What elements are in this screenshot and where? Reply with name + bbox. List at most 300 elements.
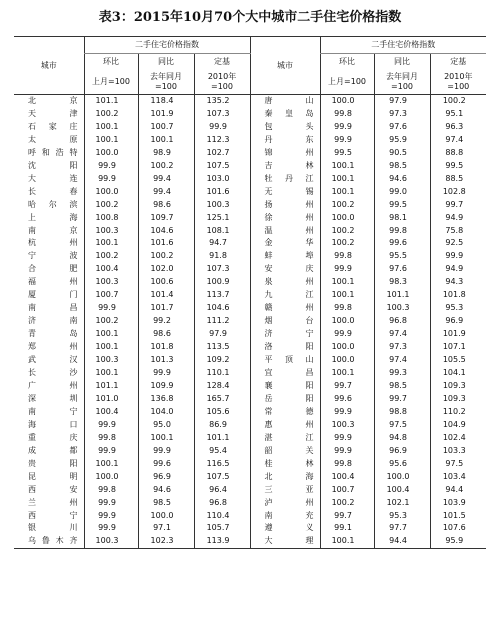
base-subheader [194, 70, 250, 95]
base-cell: 99.7 [430, 199, 486, 212]
table-row [14, 302, 486, 315]
base-subheader-line1: 2010年 [444, 72, 473, 81]
yoy-cell: 94.6 [374, 173, 430, 186]
base-cell: 105.6 [194, 406, 250, 419]
yoy-cell: 100.0 [374, 471, 430, 484]
base-cell: 103.9 [430, 497, 486, 510]
base-cell: 92.5 [430, 237, 486, 250]
mom-cell: 99.9 [84, 510, 138, 523]
mom-cell: 99.9 [84, 173, 138, 186]
yoy-cell: 100.3 [374, 302, 430, 315]
city-cell: 金 华 [250, 237, 320, 250]
city-cell: 秦皇岛 [250, 108, 320, 121]
mom-cell: 100.0 [320, 341, 374, 354]
base-cell: 107.3 [194, 108, 250, 121]
yoy-cell: 97.9 [374, 95, 430, 108]
yoy-cell: 100.1 [138, 432, 194, 445]
yoy-cell: 96.9 [374, 445, 430, 458]
mom-cell: 100.1 [320, 289, 374, 302]
table-row [14, 186, 486, 199]
table-row [14, 393, 486, 406]
base-cell: 94.9 [430, 212, 486, 225]
table-row [14, 121, 486, 134]
base-cell: 99.5 [430, 160, 486, 173]
yoy-subheader [138, 70, 194, 95]
mom-cell: 100.0 [84, 147, 138, 160]
table-row [14, 250, 486, 263]
table-row [14, 341, 486, 354]
mom-cell: 99.9 [320, 406, 374, 419]
city-cell: 宁 波 [28, 251, 78, 261]
table-row [14, 380, 486, 393]
mom-cell: 100.1 [84, 328, 138, 341]
base-subheader [430, 70, 486, 95]
city-cell: 南 昌 [28, 303, 78, 313]
mom-cell: 99.7 [320, 380, 374, 393]
mom-cell: 100.2 [320, 225, 374, 238]
table-row [14, 406, 486, 419]
base-cell: 94.9 [430, 263, 486, 276]
city-cell: 长 春 [28, 186, 78, 196]
yoy-header: 同比 [138, 54, 194, 71]
city-cell: 九 江 [250, 289, 320, 302]
base-cell: 96.8 [194, 497, 250, 510]
base-cell: 94.7 [194, 237, 250, 250]
table-row [14, 289, 486, 302]
yoy-cell: 90.5 [374, 147, 430, 160]
yoy-cell: 98.9 [138, 147, 194, 160]
mom-subheader: 上月=100 [84, 70, 138, 95]
mom-cell: 100.1 [84, 121, 138, 134]
table-row [14, 367, 486, 380]
city-cell: 洛 阳 [250, 341, 320, 354]
yoy-cell: 104.6 [138, 225, 194, 238]
yoy-cell: 100.7 [138, 121, 194, 134]
city-cell: 平顶山 [250, 354, 320, 367]
city-cell: 湛 江 [250, 432, 320, 445]
table-row [14, 276, 486, 289]
yoy-cell: 97.6 [374, 121, 430, 134]
yoy-cell: 95.0 [138, 419, 194, 432]
base-subheader-line1: 2010年 [207, 72, 237, 81]
yoy-cell: 95.9 [374, 134, 430, 147]
mom-cell: 99.6 [320, 393, 374, 406]
mom-cell: 100.7 [320, 484, 374, 497]
yoy-cell: 98.1 [374, 212, 430, 225]
city-cell: 合 肥 [28, 264, 78, 274]
table-row [14, 212, 486, 225]
base-cell: 96.4 [194, 484, 250, 497]
base-cell: 135.2 [194, 95, 250, 108]
city-cell: 福 州 [28, 277, 78, 287]
base-cell: 103.0 [194, 173, 250, 186]
city-cell: 广 州 [28, 380, 78, 390]
base-cell: 111.2 [194, 315, 250, 328]
table-row [14, 419, 486, 432]
yoy-cell: 97.6 [374, 263, 430, 276]
mom-cell: 99.9 [84, 522, 138, 535]
mom-subheader: 上月=100 [320, 70, 374, 95]
city-cell: 大 理 [250, 535, 320, 548]
mom-cell: 99.9 [84, 497, 138, 510]
yoy-cell: 100.2 [138, 160, 194, 173]
city-cell: 锦 州 [250, 147, 320, 160]
base-cell: 103.3 [430, 445, 486, 458]
base-cell: 109.2 [194, 354, 250, 367]
city-cell: 沈 阳 [28, 160, 78, 170]
base-cell: 75.8 [430, 225, 486, 238]
table-row [14, 458, 486, 471]
yoy-cell: 102.3 [138, 535, 194, 548]
yoy-header: 同比 [374, 54, 430, 71]
city-cell: 宜 昌 [250, 367, 320, 380]
table-row [14, 432, 486, 445]
mom-cell: 100.2 [84, 315, 138, 328]
city-cell: 常 德 [250, 406, 320, 419]
mom-header: 环比 [84, 54, 138, 71]
mom-cell: 100.0 [84, 186, 138, 199]
mom-cell: 100.2 [84, 199, 138, 212]
mom-cell: 99.8 [84, 432, 138, 445]
mom-cell: 99.9 [320, 432, 374, 445]
mom-cell: 99.5 [320, 147, 374, 160]
base-cell: 113.7 [194, 289, 250, 302]
base-cell: 107.5 [194, 160, 250, 173]
mom-cell: 99.8 [320, 250, 374, 263]
table-row [14, 108, 486, 121]
yoy-cell: 98.5 [374, 380, 430, 393]
mom-cell: 99.8 [320, 302, 374, 315]
city-cell: 遵 义 [250, 522, 320, 535]
base-cell: 107.1 [430, 341, 486, 354]
mom-cell: 99.8 [84, 484, 138, 497]
base-cell: 109.3 [430, 393, 486, 406]
yoy-cell: 99.4 [138, 173, 194, 186]
yoy-cell: 99.3 [374, 367, 430, 380]
city-cell: 哈尔滨 [28, 199, 78, 209]
yoy-cell: 100.0 [138, 510, 194, 523]
city-cell: 银 川 [28, 523, 78, 533]
yoy-cell: 109.7 [138, 212, 194, 225]
city-cell: 乌鲁木齐 [14, 535, 84, 548]
table-row [14, 497, 486, 510]
city-cell: 温 州 [250, 225, 320, 238]
table-header [14, 37, 486, 95]
base-cell: 91.8 [194, 250, 250, 263]
yoy-subheader-line2: =100 [155, 82, 177, 91]
mom-cell: 99.9 [320, 263, 374, 276]
city-cell: 丹 东 [250, 134, 320, 147]
base-cell: 101.9 [430, 328, 486, 341]
yoy-cell: 95.6 [374, 458, 430, 471]
city-cell: 天 津 [28, 108, 78, 118]
base-cell: 100.3 [194, 199, 250, 212]
city-cell: 岳 阳 [250, 393, 320, 406]
yoy-cell: 109.9 [138, 380, 194, 393]
group-header-left: 二手住宅价格指数 [84, 37, 250, 54]
base-cell: 101.8 [430, 289, 486, 302]
mom-cell: 100.1 [320, 276, 374, 289]
mom-cell: 100.4 [320, 471, 374, 484]
yoy-cell: 94.4 [374, 535, 430, 548]
yoy-cell: 95.5 [374, 250, 430, 263]
table-row [14, 315, 486, 328]
mom-cell: 100.4 [84, 263, 138, 276]
city-header-left: 城市 [40, 60, 57, 70]
yoy-cell: 101.7 [138, 302, 194, 315]
mom-cell: 100.2 [84, 108, 138, 121]
mom-cell: 100.0 [320, 315, 374, 328]
table-row [14, 225, 486, 238]
yoy-cell: 97.3 [374, 108, 430, 121]
city-cell: 泉 州 [250, 276, 320, 289]
city-cell: 泸 州 [250, 497, 320, 510]
base-cell: 104.1 [430, 367, 486, 380]
mom-cell: 100.1 [84, 134, 138, 147]
mom-cell: 100.2 [320, 237, 374, 250]
mom-cell: 101.1 [84, 95, 138, 108]
base-cell: 88.8 [430, 147, 486, 160]
yoy-cell: 94.6 [138, 484, 194, 497]
city-cell: 郑 州 [28, 342, 78, 352]
yoy-cell: 99.8 [374, 225, 430, 238]
yoy-cell: 97.7 [374, 522, 430, 535]
yoy-cell: 99.6 [374, 237, 430, 250]
city-cell: 长 沙 [28, 368, 78, 378]
yoy-cell: 97.4 [374, 328, 430, 341]
table-row [14, 173, 486, 186]
yoy-cell: 101.1 [374, 289, 430, 302]
mom-cell: 100.0 [320, 212, 374, 225]
yoy-cell: 100.1 [138, 134, 194, 147]
city-cell: 厦 门 [28, 290, 78, 300]
yoy-cell: 98.6 [138, 328, 194, 341]
yoy-cell: 99.6 [138, 458, 194, 471]
city-cell: 太 原 [28, 134, 78, 144]
base-cell: 101.5 [430, 510, 486, 523]
yoy-cell: 95.3 [374, 510, 430, 523]
yoy-cell: 136.8 [138, 393, 194, 406]
yoy-cell: 99.9 [138, 367, 194, 380]
yoy-cell: 102.1 [374, 497, 430, 510]
yoy-cell: 97.5 [374, 419, 430, 432]
city-cell: 南 宁 [28, 406, 78, 416]
yoy-cell: 99.9 [138, 445, 194, 458]
city-cell: 西 宁 [28, 510, 78, 520]
mom-cell: 99.1 [320, 522, 374, 535]
base-cell: 99.9 [430, 250, 486, 263]
yoy-cell: 100.2 [138, 250, 194, 263]
yoy-cell: 94.8 [374, 432, 430, 445]
city-cell: 呼和浩特 [28, 147, 78, 157]
base-cell: 103.4 [430, 471, 486, 484]
mom-cell: 99.9 [320, 134, 374, 147]
mom-cell: 100.1 [320, 173, 374, 186]
mom-cell: 99.7 [320, 510, 374, 523]
yoy-cell: 98.8 [374, 406, 430, 419]
yoy-cell: 98.5 [374, 160, 430, 173]
mom-cell: 99.9 [84, 160, 138, 173]
base-cell: 112.3 [194, 134, 250, 147]
mom-cell: 100.3 [84, 225, 138, 238]
mom-cell: 100.1 [84, 237, 138, 250]
base-cell: 109.3 [430, 380, 486, 393]
city-cell: 北 京 [28, 96, 78, 105]
yoy-cell: 102.0 [138, 263, 194, 276]
base-cell: 94.4 [430, 484, 486, 497]
group-header-right: 二手住宅价格指数 [320, 37, 486, 54]
base-cell: 95.1 [430, 108, 486, 121]
city-cell: 西 安 [28, 484, 78, 494]
city-cell: 青 岛 [28, 329, 78, 339]
yoy-cell: 97.1 [138, 522, 194, 535]
city-cell: 南 充 [250, 510, 320, 523]
base-cell: 97.9 [194, 328, 250, 341]
table-body [14, 95, 486, 549]
base-cell: 104.9 [430, 419, 486, 432]
base-header: 定基 [194, 54, 250, 71]
table-row [14, 160, 486, 173]
mom-cell: 100.2 [320, 199, 374, 212]
city-cell: 无 锡 [250, 186, 320, 199]
city-cell: 深 圳 [28, 393, 78, 403]
base-cell: 94.3 [430, 276, 486, 289]
yoy-cell: 100.6 [138, 276, 194, 289]
yoy-cell: 101.4 [138, 289, 194, 302]
table-row [14, 522, 486, 535]
mom-cell: 100.3 [84, 354, 138, 367]
city-cell: 牡丹江 [250, 173, 320, 186]
mom-cell: 100.1 [320, 160, 374, 173]
base-cell: 113.9 [194, 535, 250, 548]
yoy-cell: 101.8 [138, 341, 194, 354]
table-row [14, 237, 486, 250]
yoy-subheader [374, 70, 430, 95]
base-cell: 100.9 [194, 276, 250, 289]
yoy-cell: 99.5 [374, 199, 430, 212]
base-cell: 165.7 [194, 393, 250, 406]
city-cell: 北 海 [250, 471, 320, 484]
base-cell: 101.1 [194, 432, 250, 445]
city-cell: 桂 林 [250, 458, 320, 471]
base-cell: 97.4 [430, 134, 486, 147]
base-cell: 97.5 [430, 458, 486, 471]
base-cell: 128.4 [194, 380, 250, 393]
table-row [14, 471, 486, 484]
mom-cell: 100.1 [320, 186, 374, 199]
price-index-table [14, 36, 486, 549]
mom-cell: 100.0 [320, 95, 374, 108]
mom-cell: 99.9 [320, 328, 374, 341]
table-row [14, 328, 486, 341]
city-cell: 济 宁 [250, 328, 320, 341]
mom-cell: 100.0 [320, 354, 374, 367]
mom-cell: 99.9 [84, 419, 138, 432]
yoy-cell: 99.4 [138, 186, 194, 199]
city-cell: 三 亚 [250, 484, 320, 497]
yoy-cell: 96.9 [138, 471, 194, 484]
table-row [14, 535, 486, 548]
yoy-cell: 99.2 [138, 315, 194, 328]
yoy-cell: 100.4 [374, 484, 430, 497]
yoy-cell: 98.6 [138, 199, 194, 212]
table-row [14, 147, 486, 160]
yoy-cell: 101.6 [138, 237, 194, 250]
mom-cell: 100.2 [320, 497, 374, 510]
yoy-cell: 99.0 [374, 186, 430, 199]
table-row [14, 263, 486, 276]
city-cell: 南 京 [28, 225, 78, 235]
base-cell: 88.5 [430, 173, 486, 186]
city-cell: 蚌 埠 [250, 250, 320, 263]
base-cell: 107.3 [194, 263, 250, 276]
base-cell: 95.4 [194, 445, 250, 458]
base-cell: 95.3 [430, 302, 486, 315]
base-cell: 107.6 [430, 522, 486, 535]
city-cell: 大 连 [28, 173, 78, 183]
table-row [14, 445, 486, 458]
mom-cell: 100.2 [84, 250, 138, 263]
yoy-cell: 101.9 [138, 108, 194, 121]
city-cell: 上 海 [28, 212, 78, 222]
mom-cell: 99.9 [320, 121, 374, 134]
city-cell: 唐 山 [250, 95, 320, 108]
base-cell: 108.1 [194, 225, 250, 238]
yoy-subheader-line2: =100 [391, 82, 414, 91]
base-cell: 116.5 [194, 458, 250, 471]
base-cell: 101.6 [194, 186, 250, 199]
base-subheader-line2: =100 [447, 82, 470, 91]
city-cell: 赣 州 [250, 302, 320, 315]
mom-cell: 100.1 [320, 535, 374, 548]
table-row [14, 134, 486, 147]
mom-cell: 100.1 [320, 367, 374, 380]
yoy-cell: 118.4 [138, 95, 194, 108]
city-header-right: 城市 [250, 37, 320, 95]
base-cell: 125.1 [194, 212, 250, 225]
mom-cell: 100.1 [84, 458, 138, 471]
table-row [14, 510, 486, 523]
city-cell: 济 南 [28, 316, 78, 326]
city-cell: 石家庄 [28, 121, 78, 131]
yoy-cell: 97.4 [374, 354, 430, 367]
city-cell: 安 庆 [250, 263, 320, 276]
mom-header: 环比 [320, 54, 374, 71]
city-cell: 贵 阳 [28, 458, 78, 468]
base-cell: 105.5 [430, 354, 486, 367]
base-header: 定基 [430, 54, 486, 71]
mom-cell: 99.9 [84, 445, 138, 458]
yoy-cell: 97.3 [374, 341, 430, 354]
table-row [14, 484, 486, 497]
table-row [14, 95, 486, 108]
base-cell: 110.4 [194, 510, 250, 523]
mom-cell: 100.1 [84, 341, 138, 354]
mom-cell: 100.3 [84, 535, 138, 548]
city-cell: 兰 州 [28, 497, 78, 507]
city-cell: 武 汉 [28, 355, 78, 365]
base-cell: 96.3 [430, 121, 486, 134]
yoy-subheader-line1: 去年同月 [386, 72, 419, 81]
mom-cell: 100.1 [84, 367, 138, 380]
base-cell: 96.9 [430, 315, 486, 328]
yoy-subheader-line1: 去年同月 [150, 72, 182, 81]
base-cell: 102.7 [194, 147, 250, 160]
yoy-cell: 99.7 [374, 393, 430, 406]
mom-cell: 101.0 [84, 393, 138, 406]
mom-cell: 99.9 [84, 302, 138, 315]
table-row [14, 354, 486, 367]
